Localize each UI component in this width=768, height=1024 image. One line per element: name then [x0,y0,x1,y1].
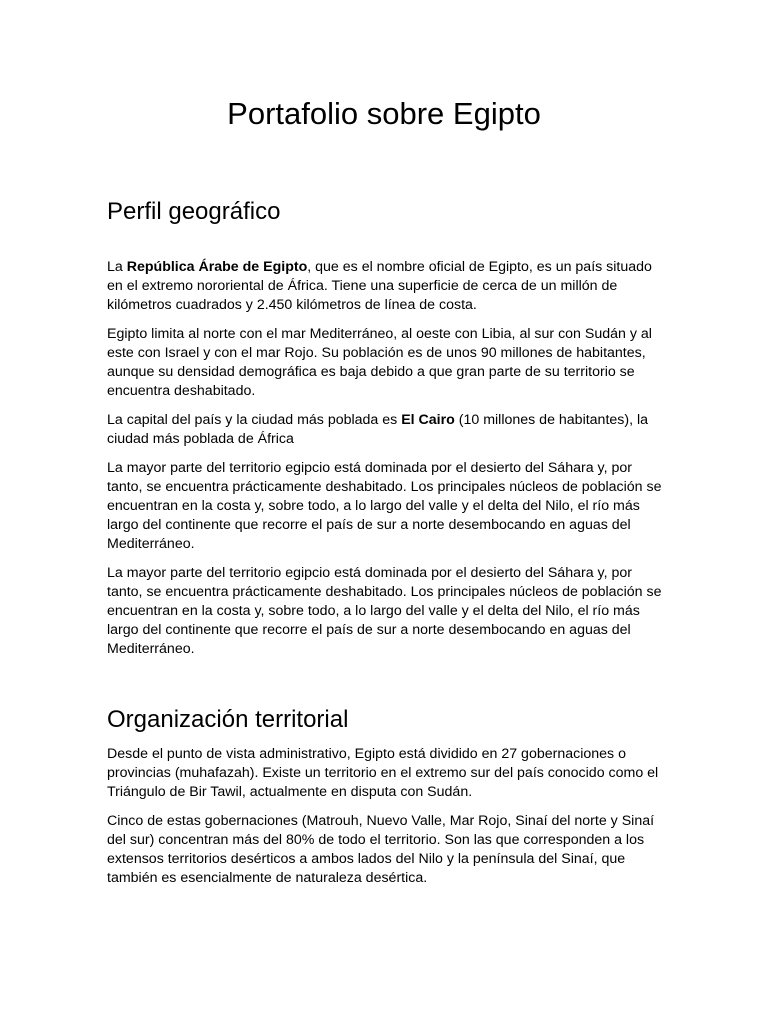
section-body-perfil-geografico [107,258,663,669]
paragraph: La mayor parte del territorio egipcio está dominada por el desierto del Sáhara y, por tanto, se encuentra prácticamente deshabitado. Los principales núcleos de población se encuentran en la costa y, sobre todo, a lo largo del valle y el delta del Nilo, el río más largo del continente que recorre el país de sur a norte desembocando en aguas del Mediterráneo. [107,460,662,552]
paragraph-text: (10 millones de habitantes), la ciudad más poblada de África [107,412,649,447]
page-title: Portafolio sobre Egipto [227,96,541,131]
paragraph: Cinco de estas gobernaciones (Matrouh, Nuevo Valle, Mar Rojo, Sinaí del norte y Sinaí del sur) concentran más del 80% de todo el territorio. Son las que corresponden a los extensos territorios desérticos a ambos lados del Nilo y la península del Sinaí, que también es esencialmente de naturaleza desértica. [107,813,655,886]
paragraph-text: , que es el nombre oficial de Egipto, es un país situado en el extremo nororiental de África. Tiene una superficie de cerca de un millón de kilómetros cuadrados y 2.450 kilómetros de línea de costa. [107,259,652,313]
paragraph [107,411,663,449]
paragraph-text: La capital del país y la ciudad más poblada es [107,412,402,428]
paragraph: Egipto limita al norte con el mar Mediterráneo, al oeste con Libia, al sur con Sudán y al este con Israel y con el mar Rojo. Su población es de unos 90 millones de habitantes, aunque su densidad demográfica es baja debido a que gran parte de su territorio se encuentra deshabitado. [107,326,652,399]
section-heading-perfil-geografico: Perfil geográfico [107,198,281,225]
paragraph-text: La [107,259,127,275]
paragraph: La mayor parte del territorio egipcio está dominada por el desierto del Sáhara y, por tanto, se encuentra prácticamente deshabitado. Los principales núcleos de población se encuentran en la costa y, sobre todo, a lo largo del valle y el delta del Nilo, el río más largo del continente que recorre el país de sur a norte desembocando en aguas del Mediterráneo. [107,565,662,657]
bold-text: El Cairo [401,412,455,428]
section-body-organizacion-territorial [107,745,663,898]
bold-text: República Árabe de Egipto [126,259,308,275]
paragraph [107,258,663,315]
paragraph: Desde el punto de vista administrativo, Egipto está dividido en 27 gobernaciones o provincias (muhafazah). Existe un territorio en el extremo sur del país conocido como el Triángulo de Bir Tawil, actualmente en disputa con Sudán. [107,746,659,800]
section-heading-organizacion-territorial: Organización territorial [107,706,349,733]
